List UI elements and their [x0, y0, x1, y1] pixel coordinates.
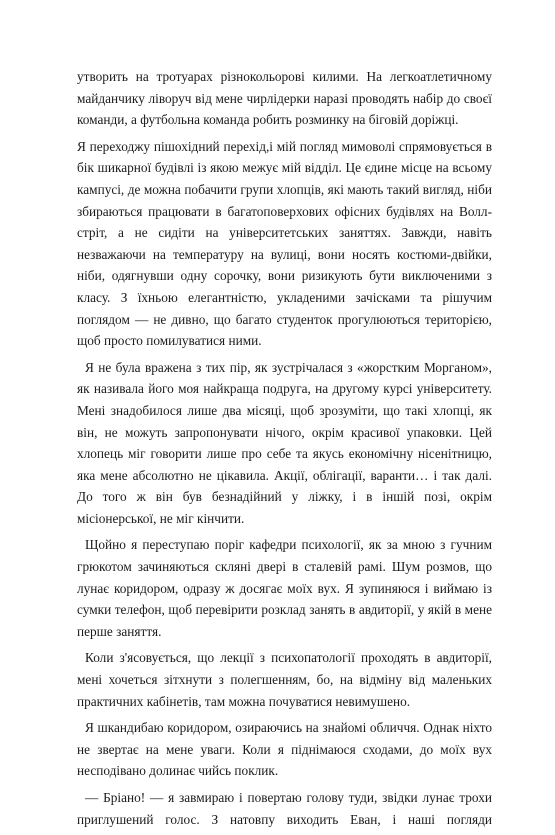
paragraph-3: Я не була вражена з тих пір, як зустрічалася з «жорстким Морганом», як називала його моя найкраща подруга, на другому курсі університету. Мені знадобилося лише два місяці, щоб зрозуміти, що такі хлопці, як він, не можуть запропонувати нічого, окрім красивої упаковки. Цей хлопець міг говорити лише про себе та якусь економічну нісенітницю, яка мене абсолютно не цікавила. Акції, облігації, варанти… і так далі. До того ж він був безнадійний у ліжку, і в іншій позі, окрім місіонерської, не міг кінчити. [77, 359, 492, 526]
document-body [77, 66, 492, 835]
paragraph-6: Я шкандибаю коридором, озираючись на знайомі обличчя. Однак ніхто не звертає на мене уваги. Коли я піднімаюся сходами, до моїх вух несподівано долинає чийсь поклик. [77, 720, 492, 779]
paragraph-5: Коли з'ясовується, що лекції з психопатології проходять в авдиторії, мені хочеться зітхнути з полегшенням, бо, на відміну від маленьких практичних кабінетів, там можна почуватися невимушено. [77, 650, 492, 709]
paragraph-7: — Бріано! — я завмираю і повертаю голову туди, звідки лунає трохи приглушений голос. З натовпу виходить Еван, і наші погляди [77, 790, 492, 827]
paragraph-2: Я переходжу пішохідний перехід,і мій погляд мимоволі спрямовується в бік шикарної будівлі із якою межує мій відділ. Це єдине місце на всьому кампусі, де можна побачити групи хлопців, які мають такий вигляд, ніби збираються працювати в багатоповерхових офісних будівлях на Волл-стріт, а не сидіти на університетських заняттях. Завжди, навіть незважаючи на температуру на вулиці, вони носять костюми-двійки, ніби, одягнувши одну сорочку, вони ризикують бути виключеними з класу. З їхньою елегантністю, укладеними зачісками та рішучим поглядом — не дивно, що багато студенток прогулюються територією, щоб просто помилуватися ними. [77, 138, 492, 349]
paragraph-4: Щойно я переступаю поріг кафедри психології, як за мною з гучним грюкотом зачиняються скляні двері в сталевій рамі. Шум розмов, що лунає коридором, одразу ж досягає моїх вух. Я зупиняюся і виймаю із сумки телефон, щоб перевірити розклад занять в авдиторії, у якій в мене перше заняття. [77, 537, 492, 639]
paragraph-1: утворить на тротуарах різнокольорові килими. На легкоатлетичному майданчику ліворуч від мене чирлідерки наразі проводять набір до своєї команди, а футбольна команда робить розминку на біговій доріжці. [77, 69, 492, 128]
